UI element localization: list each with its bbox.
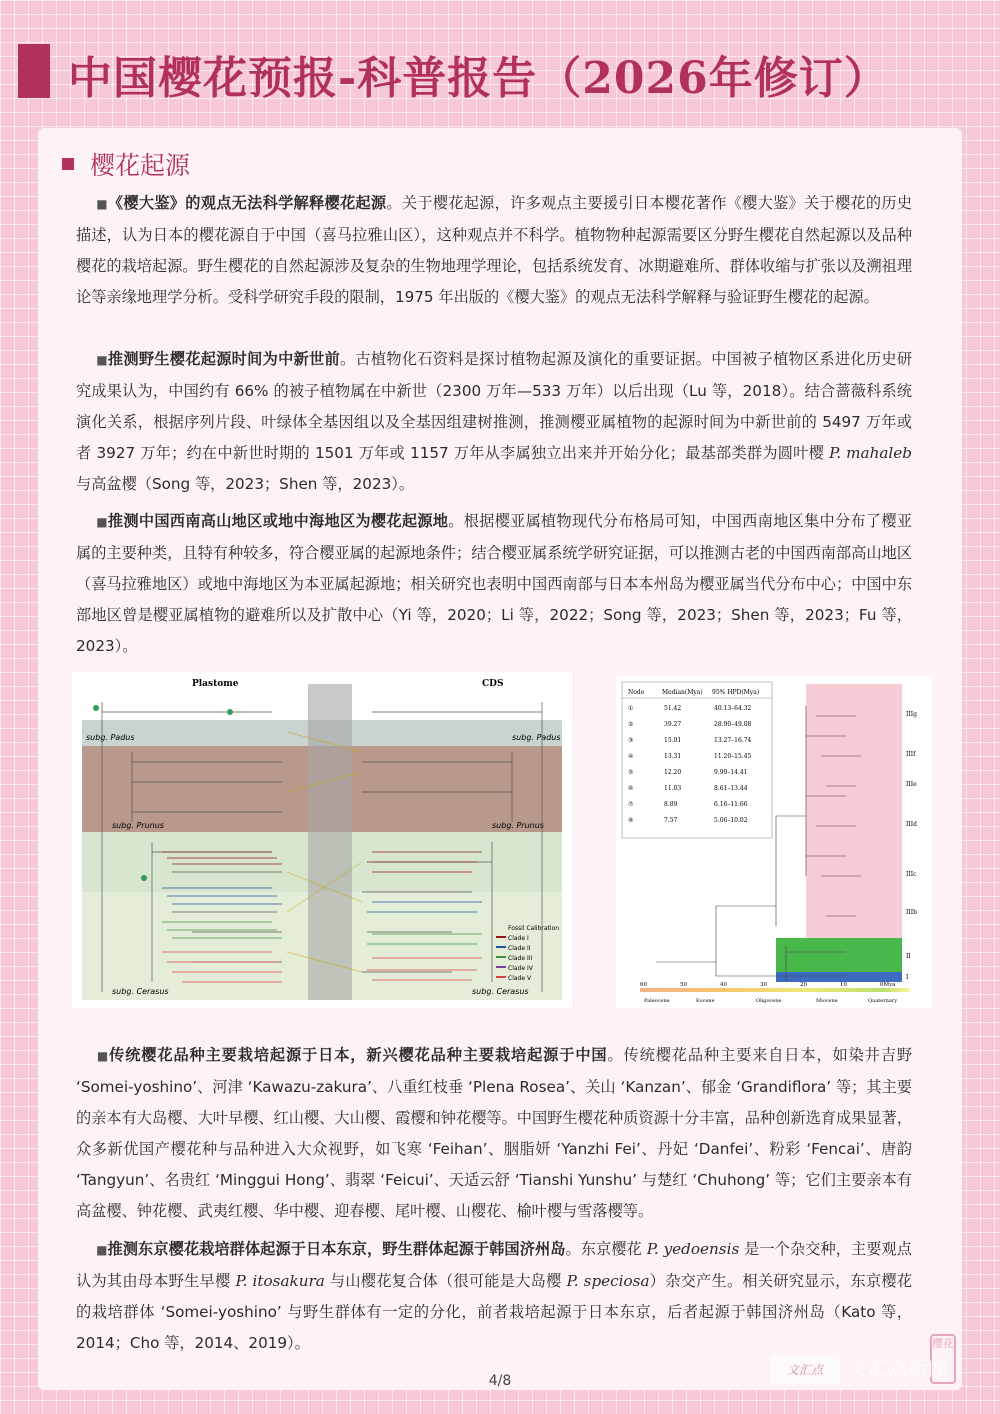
table-header: Median(Mya)	[662, 689, 703, 696]
clade-label: IIIe	[906, 781, 917, 788]
clade-i-band	[776, 972, 902, 982]
axis-tick: 50	[680, 982, 687, 988]
table-cell: ②	[628, 721, 634, 728]
section-square-icon	[62, 158, 74, 170]
table-cell: 8.61–13.44	[714, 785, 748, 792]
table-cell: 13.27–16.74	[714, 737, 752, 744]
paragraph-cultivar-origin: ■传统樱花品种主要栽培起源于日本，新兴樱花品种主要栽培起源于中国。传统樱花品种主要来自日本，如染井吉野 ‘Somei-yoshino’、河津 ‘Kawazu-zakura’、八重红枝垂 ‘Plena Rosea’、关山 ‘Kanzan’、郁金 ‘Grandiflora’ 等；其主要的亲本有大岛樱、大叶早樱、红山樱、大山樱、霞樱和钟花樱等。中国野生樱花种质资源十分丰富，品种创新选育成果显著，众多新优国产樱花种与品种进入大众视野，如飞寒 ‘Feihan’、胭脂妍 ‘Yanzhi Fei’、丹妃 ‘Danfei’、粉彩 ‘Fencai’、唐韵 ‘Tangyun’、名贵红 ‘Minggui Hong’、翡翠 ‘Feicui’、天适云舒 ‘Tianshi Yunshu’ 与楚红 ‘Chuhong’ 等；它们主要亲本有高盆樱、钟花樱、武夷红樱、华中樱、迎春樱、尾叶樱、山樱花、榆叶樱与雪落樱等。	[76, 1046, 913, 1220]
legend-item: Clade V	[508, 975, 532, 982]
table-cell: ⑥	[628, 785, 634, 792]
axis-tick: 10	[840, 982, 847, 988]
bullet-square-icon: ■	[96, 353, 108, 367]
dated-tree-svg	[616, 676, 932, 1008]
bullet-square-icon: ■	[96, 1243, 108, 1257]
legend-item: Clade IV	[508, 965, 533, 972]
paragraph-lead: 推测中国西南高山地区或地中海地区为樱花起源地	[107, 512, 449, 530]
clade-label: IIIg	[906, 711, 917, 718]
legend-swatch	[496, 946, 506, 948]
paragraph-yedoensis-origin: ■推测东京樱花栽培群体起源于日本东京，野生群体起源于韩国济州岛。东京樱花 P. yedoensis 是一个杂交种，主要观点认为其由母本野生早樱 P. itosakura 与山樱花复合体（很可能是大岛樱 P. speciosa）杂交产生。相关研究显示，东京樱花的栽培群体 ‘Somei-yoshino’ 与野生群体有一定的分化，前者栽培起源于日本东京，后者起源于韩国济州岛（Kato 等，2014；Cho 等，2014、2019）。	[76, 1240, 913, 1352]
table-cell: 13.31	[664, 753, 682, 760]
bullet-square-icon: ■	[96, 197, 108, 211]
legend-swatch	[496, 976, 506, 978]
paragraph-lead: 推测野生樱花起源时间为中新世前	[107, 350, 340, 368]
table-cell: ①	[628, 705, 634, 712]
epoch-labels	[644, 998, 897, 1004]
watermark-logo: 文汇点	[770, 1356, 840, 1384]
table-header: 95% HPD(Mya)	[712, 689, 760, 696]
clade-label: IIIf	[906, 751, 916, 758]
title-bar	[18, 42, 978, 104]
paragraph-origin-book: ■《樱大鉴》的观点无法科学解释樱花起源。关于樱花起源，许多观点主要援引日本樱花著作《樱大鉴》关于樱花的历史描述，认为日本的樱花源自于中国（喜马拉雅山区），这种观点并不科学。植物物种起源需要区分野生樱花自然起源以及品种樱花的栽培起源。野生樱花的自然起源涉及复杂的生物地理学理论，包括系统发育、冰期避难所、群体收缩与扩张以及溯祖理论等亲缘地理学分析。受科学研究手段的限制，1975 年出版的《樱大鉴》的观点无法科学解释与验证野生樱花的起源。	[76, 194, 913, 306]
label-subg-padus-left: subg. Padus	[86, 733, 135, 742]
tanglegram-center	[308, 684, 352, 1000]
paragraph-lead: 传统樱花品种主要栽培起源于日本，新兴樱花品种主要栽培起源于中国	[109, 1046, 608, 1064]
label-subg-prunus-left: subg. Prunus	[112, 821, 164, 830]
axis-tick: 0Mya	[880, 982, 896, 988]
title-accent-bar	[18, 44, 50, 98]
clade-iii-band	[806, 684, 902, 938]
clade-label: IIIb	[906, 909, 917, 916]
table-cell: 28.90–49.08	[714, 721, 752, 728]
label-cds: CDS	[482, 679, 504, 689]
clade-labels	[906, 711, 917, 981]
epoch-bar	[640, 988, 910, 992]
table-cell: 6.16–11.66	[714, 801, 748, 808]
axis-tick: 30	[760, 982, 767, 988]
table-cell: ⑦	[628, 801, 634, 808]
legend-item: Clade III	[508, 955, 533, 962]
table-cell: 11.03	[664, 785, 682, 792]
page-number: 4/8	[488, 1373, 512, 1389]
epoch-label: Quaternary	[868, 998, 898, 1004]
paragraph-origin-time: ■推测野生樱花起源时间为中新世前。古植物化石资料是探讨植物起源及演化的重要证据。中国被子植物区系进化历史研究成果认为，中国约有 66% 的被子植物属在中新世（2300 万年—533 万年）以后出现（Lu 等，2018）。结合蔷薇科系统演化关系，根据序列片段、叶绿体全基因组以及全基因组建树推测，推测樱亚属植物的起源时间为中新世前的 5497 万年或者 3927 万年；约在中新世时期的 1501 万年或 1157 万年从李属独立出来并开始分化；最基部类群为圆叶樱 P. mahaleb 与高盆樱（Song 等，2023；Shen 等，2023）。	[76, 350, 913, 493]
axis-tick: 40	[720, 982, 727, 988]
label-plastome: Plastome	[192, 679, 239, 689]
bullet-square-icon: ■	[96, 515, 108, 529]
axis-tick: 60	[640, 982, 647, 988]
table-cell: 40.13–64.32	[714, 705, 752, 712]
watermark	[770, 1352, 990, 1388]
legend-item: Clade I	[508, 935, 529, 942]
legend-item: Clade II	[508, 945, 531, 952]
watermark-text: 文汇点新闻	[848, 1356, 948, 1380]
table-cell: 7.57	[664, 817, 678, 824]
clade-label: IIIc	[906, 871, 917, 878]
content-card	[38, 128, 962, 1390]
table-cell: 9.99–14.41	[714, 769, 748, 776]
section-title: 樱花起源	[90, 151, 191, 180]
label-subg-prunus-right: subg. Prunus	[492, 821, 544, 830]
label-subg-cerasus-left: subg. Cerasus	[112, 987, 169, 996]
clade-label: I	[906, 974, 909, 981]
latin-name: P. itosakura	[235, 1272, 325, 1290]
latin-name: P. yedoensis	[646, 1240, 740, 1258]
table-cell: ⑤	[628, 769, 634, 776]
seal-stamp: 樱花	[930, 1334, 956, 1384]
epoch-label: Miocene	[816, 998, 838, 1004]
latin-name: P. speciosa	[566, 1272, 650, 1290]
epoch-label: Oligocene	[756, 998, 782, 1004]
legend-item: Fossil Calibration	[508, 925, 560, 932]
phylogeny-svg	[72, 672, 572, 1008]
axis-tick: 20	[800, 982, 807, 988]
dated-phylogeny-figure	[616, 676, 932, 1008]
table-cell: 39.27	[664, 721, 682, 728]
legend-swatch	[496, 936, 506, 938]
clade-ii-band	[776, 938, 902, 972]
table-cell: 15.01	[664, 737, 682, 744]
table-cell: 51.42	[664, 705, 682, 712]
epoch-label: Paleocene	[644, 998, 670, 1004]
epoch-label: Eocene	[696, 998, 715, 1004]
label-subg-padus-right: subg. Padus	[512, 733, 561, 742]
axis-ticks	[640, 982, 896, 988]
clade-label: IIId	[906, 821, 917, 828]
latin-name: P. mahaleb	[829, 444, 913, 462]
table-cell: 11.20–15.45	[714, 753, 752, 760]
phylogeny-figure-plastome-cds	[72, 672, 572, 1008]
label-subg-cerasus-right: subg. Cerasus	[472, 987, 529, 996]
bullet-square-icon: ■	[96, 1049, 110, 1063]
legend-swatch	[496, 956, 506, 958]
table-cell: ③	[628, 737, 634, 744]
table-cell: ④	[628, 753, 634, 760]
table-cell: ⑧	[628, 817, 634, 824]
table-header: Node	[628, 689, 645, 696]
table-cell: 8.89	[664, 801, 678, 808]
clade-label: II	[906, 953, 911, 960]
table-cell: 12.20	[664, 769, 682, 776]
paragraph-lead: 《樱大鉴》的观点无法科学解释樱花起源	[107, 194, 387, 212]
paragraph-origin-place: ■推测中国西南高山地区或地中海地区为樱花起源地。根据樱亚属植物现代分布格局可知，中国西南地区集中分布了樱亚属的主要种类，且特有种较多，符合樱亚属的起源地条件；结合樱亚属系统学研究证据，可以推测古老的中国西南部高山地区（喜马拉雅地区）或地中海地区为本亚属起源地；相关研究也表明中国西南部与日本本州岛为樱亚属当代分布中心；中国中东部地区曾是樱亚属植物的避难所以及扩散中心（Yi 等，2020；Li 等，2022；Song 等，2023；Shen 等，2023；Fu 等，2023）。	[76, 512, 913, 655]
legend-swatch	[496, 966, 506, 968]
page-title: 中国樱花预报-科普报告（2026年修订）	[68, 53, 889, 104]
table-cell: 5.06–10.02	[714, 817, 748, 824]
paragraph-lead: 推测东京樱花栽培群体起源于日本东京，野生群体起源于韩国济州岛	[107, 1240, 566, 1258]
